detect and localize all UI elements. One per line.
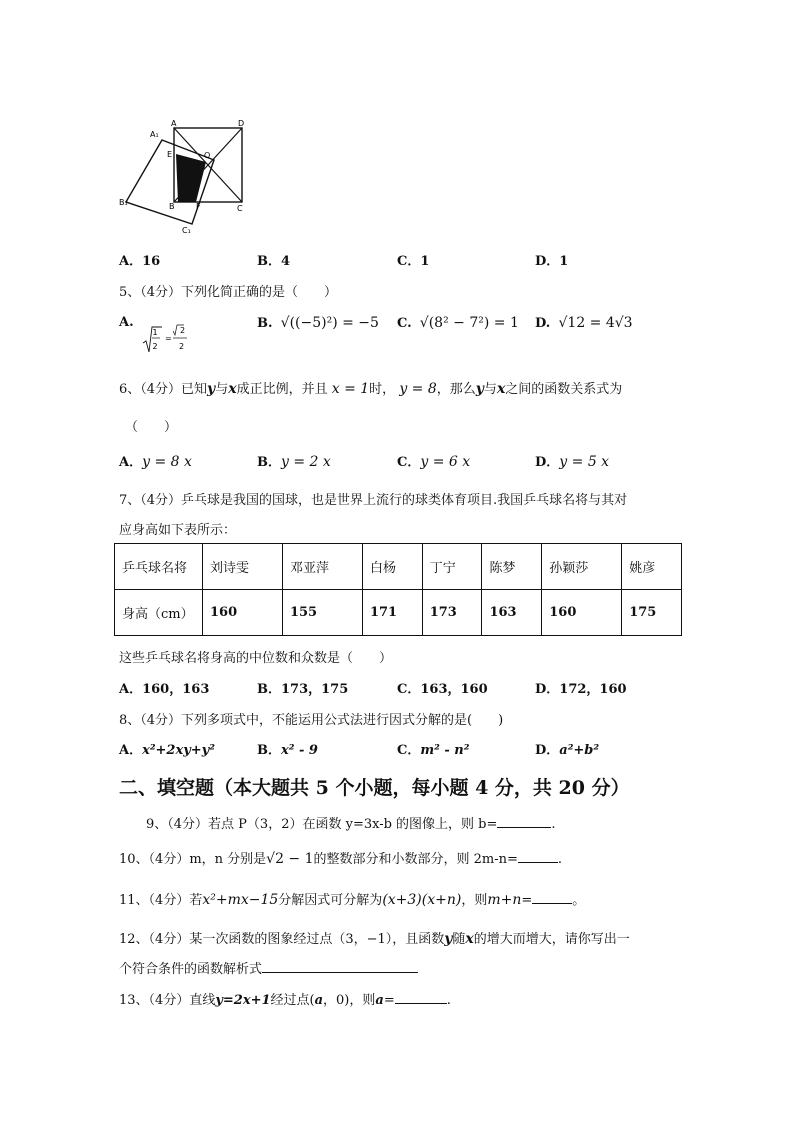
q7-question: 这些乒乓球名将身高的中位数和众数是（ ）	[119, 651, 393, 666]
table-cell-height: 163	[482, 590, 542, 636]
q8-option-b[interactable]: B．x² - 9	[257, 743, 318, 758]
table-cell-height: 160	[542, 590, 622, 636]
q5-option-c[interactable]	[397, 315, 519, 331]
q13: 13、（4分）直线y=2x+1经过点(a，0)，则a= .	[119, 993, 451, 1008]
q4-option-a[interactable]: A．16	[119, 254, 161, 269]
q5-option-d[interactable]	[535, 315, 633, 331]
q5-c-label: C.	[397, 316, 412, 331]
label-d: D	[238, 119, 245, 128]
table-cell-name: 邓亚萍	[282, 544, 362, 590]
svg-text:1: 1	[152, 328, 158, 337]
q5-c-expression: √(8² − 7²) = 1	[419, 315, 519, 331]
q7-option-b[interactable]: B．173，175	[257, 682, 349, 697]
label-b: B	[169, 202, 175, 211]
q5-a-label: A.	[119, 315, 134, 330]
q8-option-d[interactable]: D．a²+b²	[535, 743, 600, 758]
q7-stem-line1: 7、（4分）乒乓球是我国的国球，也是世界上流行的球类体育项目.我国乒乓球名将与其对	[119, 493, 628, 508]
q5-d-expression: √12 = 4√3	[558, 315, 633, 331]
label-a1: A₁	[150, 130, 159, 139]
q7-option-a[interactable]: A．160，163	[119, 682, 210, 697]
q11-answer-blank[interactable]	[532, 891, 572, 904]
table-row-names	[115, 544, 682, 590]
table-cell-height: 171	[362, 590, 422, 636]
svg-text:2: 2	[179, 342, 185, 351]
table-cell-name: 刘诗雯	[203, 544, 283, 590]
geometry-figure	[118, 116, 258, 236]
q10: 10、（4分）m，n 分别是√2 − 1的整数部分和小数部分，则 2m-n= .	[119, 851, 563, 867]
q5-b-expression: √((−5)²) = −5	[280, 315, 379, 331]
label-b1: B₁	[119, 198, 128, 207]
q6-option-d[interactable]: D．y = 5 x	[535, 454, 610, 470]
q4-option-c[interactable]: C．1	[397, 254, 430, 269]
q4-option-b[interactable]: B．4	[257, 254, 291, 269]
table-cell-name: 孙颖莎	[542, 544, 622, 590]
table-cell-name: 陈梦	[482, 544, 542, 590]
q5-b-label: B.	[257, 316, 273, 331]
table-cell-height: 155	[282, 590, 362, 636]
table-cell-height: 175	[622, 590, 682, 636]
q8-stem: 8、（4分）下列多项式中，不能运用公式法进行因式分解的是( )	[119, 713, 504, 728]
table-cell-height: 160	[203, 590, 283, 636]
label-c: C	[237, 204, 243, 213]
q4-option-d[interactable]: D．1	[535, 254, 569, 269]
q13-answer-blank[interactable]	[395, 991, 447, 1004]
table-cell-height: 173	[422, 590, 482, 636]
table-header-label: 乒乓球名将	[115, 544, 203, 590]
q6-option-a[interactable]: A．y = 8 x	[119, 454, 192, 470]
label-f: F	[196, 202, 201, 211]
q5-option-a[interactable]	[119, 315, 134, 330]
table-row-heights	[115, 590, 682, 636]
svg-text:2: 2	[152, 342, 158, 351]
section-2-title: 二、填空题（本大题共 5 个小题，每小题 4 分，共 20 分）	[119, 777, 630, 799]
q5-stem: 5、（4分）下列化简正确的是（ ）	[119, 285, 338, 300]
player-height-table	[114, 543, 682, 636]
q6-option-b[interactable]: B．y = 2 x	[257, 454, 331, 470]
label-e: E	[167, 150, 173, 159]
q6-option-c[interactable]: C．y = 6 x	[397, 454, 471, 470]
q11: 11、（4分）若x²+mx−15分解因式可分解为(x+3)(x+n)，则m+n= 。	[119, 892, 586, 908]
svg-text:=: =	[165, 334, 172, 343]
label-o: O	[204, 151, 211, 160]
q5-d-label: D.	[535, 316, 551, 331]
table-row-label: 身高（cm）	[115, 590, 203, 636]
q12-answer-blank[interactable]	[262, 960, 418, 973]
table-cell-name: 白杨	[362, 544, 422, 590]
q6-stem: 6、（4分）已知y与x成正比例，并且 x = 1时， y = 8，那么y与x之间的函数关系式为	[119, 381, 623, 397]
svg-text:2: 2	[180, 326, 186, 335]
q8-option-c[interactable]: C．m² - n²	[397, 743, 470, 758]
label-c1: C₁	[182, 226, 191, 235]
q6-answer-paren: （ ）	[125, 420, 178, 435]
label-a: A	[171, 119, 177, 128]
table-cell-name: 姚彦	[622, 544, 682, 590]
q10-answer-blank[interactable]	[518, 850, 558, 863]
q8-option-a[interactable]: A．x²+2xy+y²	[119, 743, 215, 758]
q9: 9、（4分）若点 P（3，2）在函数 y=3x-b 的图像上，则 b= .	[146, 817, 556, 832]
q7-stem-line2: 应身高如下表所示：	[119, 523, 237, 538]
table-cell-name: 丁宁	[422, 544, 482, 590]
q12-line2: 个符合条件的函数解析式	[119, 958, 418, 977]
q7-option-c[interactable]: C．163，160	[397, 682, 488, 697]
q7-option-d[interactable]: D．172，160	[535, 682, 627, 697]
q9-answer-blank[interactable]	[497, 815, 551, 828]
q12-line1: 12、（4分）某一次函数的图象经过点（3，−1），且函数y随x的增大而增大，请你写出一	[119, 931, 630, 947]
q5-a-expression	[140, 323, 200, 355]
q5-option-b[interactable]	[257, 315, 379, 331]
